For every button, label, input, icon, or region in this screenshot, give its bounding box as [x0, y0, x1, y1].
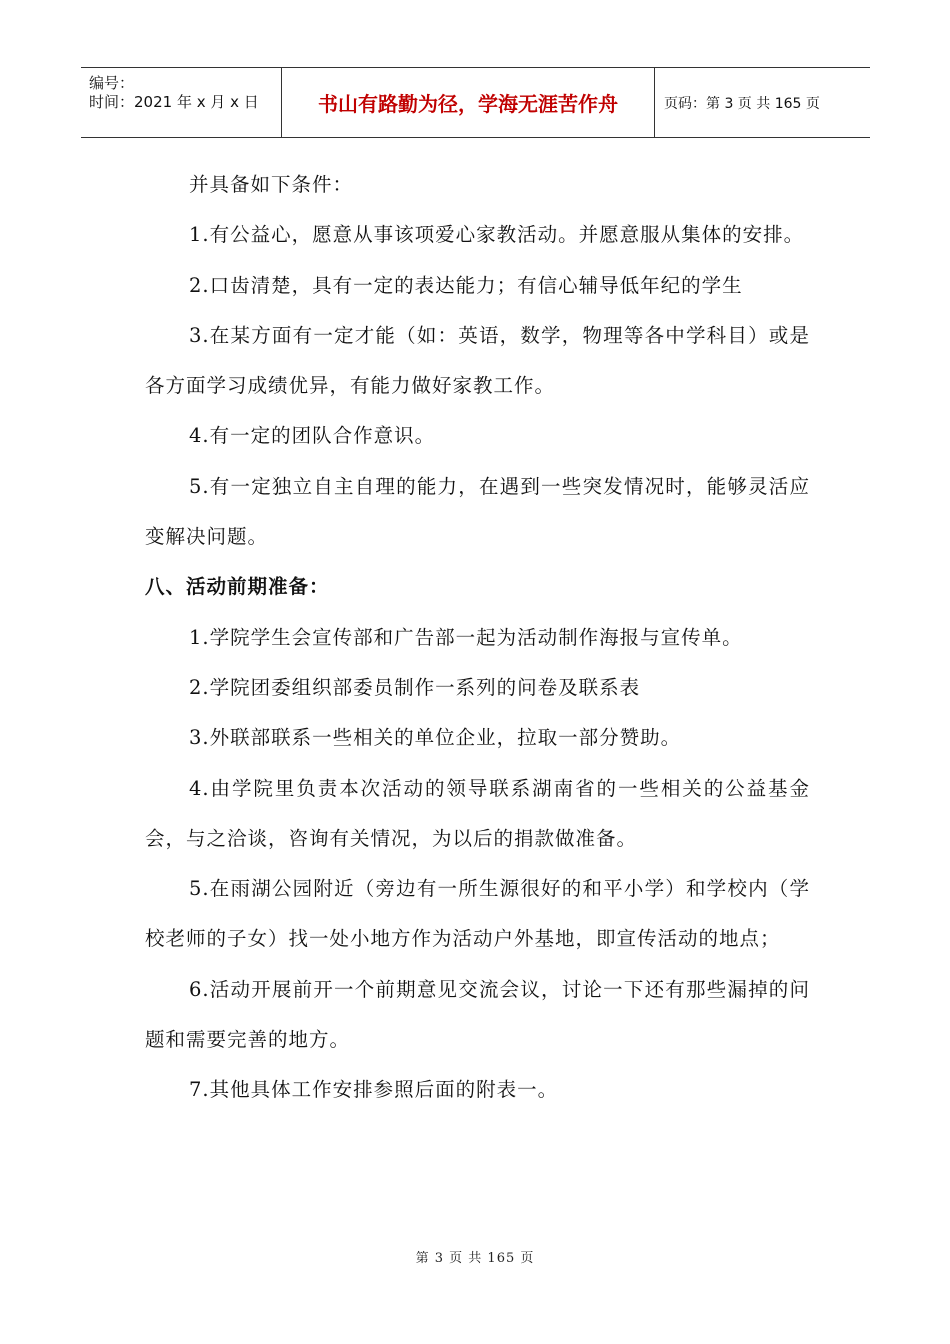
document-time-label: 时间：2021 年 x 月 x 日: [89, 93, 259, 111]
paragraph: 5.在雨湖公园附近（旁边有一所生源很好的和平小学）和学校内（学校老师的子女）找一处小地方作为活动户外基地，即宣传活动的地点；: [145, 877, 810, 951]
paragraph: 3.外联部联系一些相关的单位企业，拉取一部分赞助。: [189, 726, 682, 750]
paragraph: 4.有一定的团队合作意识。: [189, 424, 436, 448]
section-heading: 八、活动前期准备：: [145, 575, 330, 599]
paragraph: 6.活动开展前开一个前期意见交流会议，讨论一下还有那些漏掉的问题和需要完善的地方。: [145, 977, 810, 1052]
paragraph: 4.由学院里负责本次活动的领导联系湖南省的一些相关的公益基金会，与之洽谈，咨询有关情况，为以后的捐款做准备。: [145, 776, 810, 850]
header-table: [81, 67, 870, 138]
header-meta-cell: [81, 68, 282, 137]
paragraph: 3.在某方面有一定才能（如：英语，数学，物理等各中学科目）或是各方面学习成绩优异，有能力做好家教工作。: [145, 323, 810, 398]
paragraph: 1.学院学生会宣传部和广告部一起为活动制作海报与宣传单。: [189, 625, 743, 649]
page-footer: 第 3 页 共 165 页: [415, 1251, 535, 1266]
paragraph: 5.有一定独立自主自理的能力，在遇到一些突发情况时，能够灵活应变解决问题。: [145, 474, 810, 549]
document-number-label: 编号：: [89, 74, 135, 92]
paragraph: 2.学院团委组织部委员制作一系列的问卷及联系表: [189, 675, 641, 699]
paragraph: 7.其他具体工作安排参照后面的附表一。: [189, 1078, 559, 1102]
document-body: [145, 160, 810, 1116]
header-motto: 书山有路勤为径，学海无涯苦作舟: [282, 68, 655, 137]
paragraph: 2.口齿清楚，具有一定的表达能力；有信心辅导低年纪的学生: [189, 273, 743, 297]
paragraph: 并具备如下条件：: [189, 173, 354, 196]
header-page-info: 页码：第 3 页 共 165 页: [664, 95, 820, 112]
paragraph: 1.有公益心，愿意从事该项爱心家教活动。并愿意服从集体的安排。: [189, 223, 805, 247]
